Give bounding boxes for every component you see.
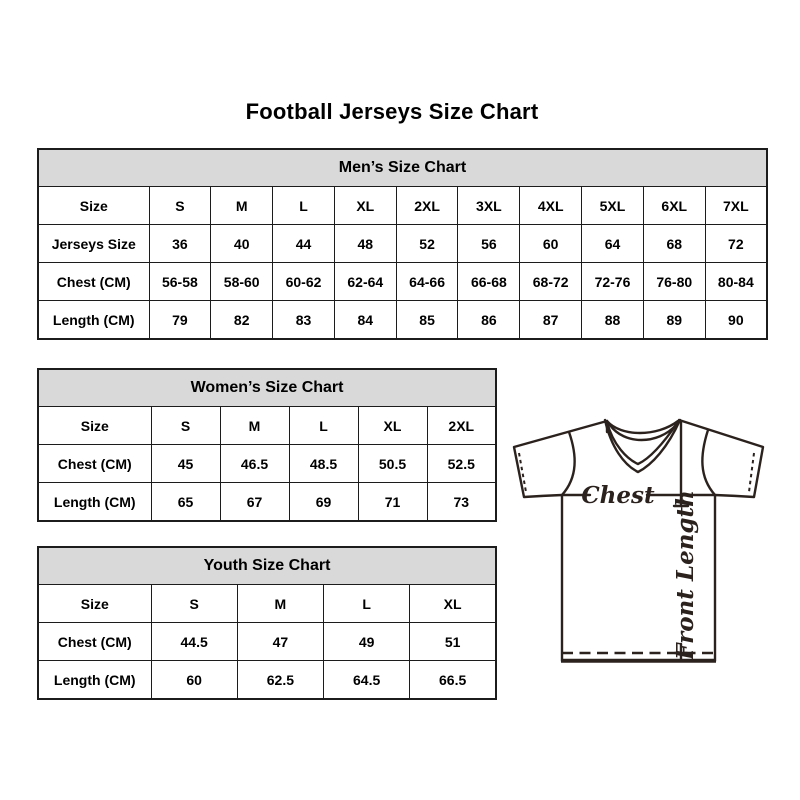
row-label: Chest (CM) — [38, 263, 149, 301]
table-header-row — [38, 369, 496, 407]
value-cell: 64 — [582, 225, 644, 263]
value-cell: 40 — [211, 225, 273, 263]
row-label: Chest (CM) — [38, 445, 151, 483]
value-cell: 60 — [151, 661, 237, 700]
mens-size-table — [37, 148, 768, 340]
value-cell: XL — [358, 407, 427, 445]
value-cell: M — [220, 407, 289, 445]
value-cell: 87 — [520, 301, 582, 340]
table-row — [38, 187, 767, 225]
value-cell: 90 — [705, 301, 767, 340]
row-label: Size — [38, 407, 151, 445]
jersey-outline — [514, 420, 763, 661]
row-label: Size — [38, 187, 149, 225]
value-cell: XL — [410, 585, 496, 623]
value-cell: 52.5 — [427, 445, 496, 483]
value-cell: 4XL — [520, 187, 582, 225]
value-cell: 64-66 — [396, 263, 458, 301]
table-row — [38, 445, 496, 483]
table-row — [38, 585, 496, 623]
table-row — [38, 661, 496, 700]
value-cell: 44.5 — [151, 623, 237, 661]
value-cell: 5XL — [582, 187, 644, 225]
value-cell: L — [289, 407, 358, 445]
value-cell: 2XL — [427, 407, 496, 445]
table-row — [38, 407, 496, 445]
value-cell: 2XL — [396, 187, 458, 225]
value-cell: 58-60 — [211, 263, 273, 301]
table-row — [38, 483, 496, 522]
value-cell: 80-84 — [705, 263, 767, 301]
table-header-row — [38, 547, 496, 585]
value-cell: 66-68 — [458, 263, 520, 301]
value-cell: 3XL — [458, 187, 520, 225]
table-row — [38, 623, 496, 661]
page-title: Football Jerseys Size Chart — [245, 99, 539, 124]
value-cell: 67 — [220, 483, 289, 522]
chest-label: Chest — [581, 482, 655, 509]
womens-size-table-header: Women’s Size Chart — [38, 369, 496, 407]
value-cell: S — [151, 407, 220, 445]
value-cell: 36 — [149, 225, 211, 263]
value-cell: 50.5 — [358, 445, 427, 483]
value-cell: 82 — [211, 301, 273, 340]
table-row — [38, 301, 767, 340]
value-cell: 56-58 — [149, 263, 211, 301]
value-cell: 88 — [582, 301, 644, 340]
value-cell: 62-64 — [334, 263, 396, 301]
value-cell: 83 — [273, 301, 335, 340]
value-cell: L — [324, 585, 410, 623]
value-cell: 76-80 — [643, 263, 705, 301]
value-cell: 6XL — [643, 187, 705, 225]
row-label: Size — [38, 585, 151, 623]
value-cell: S — [151, 585, 237, 623]
value-cell: 44 — [273, 225, 335, 263]
value-cell: 72-76 — [582, 263, 644, 301]
value-cell: 64.5 — [324, 661, 410, 700]
value-cell: 49 — [324, 623, 410, 661]
youth-size-table-header: Youth Size Chart — [38, 547, 496, 585]
row-label: Jerseys Size — [38, 225, 149, 263]
value-cell: 60 — [520, 225, 582, 263]
value-cell: XL — [334, 187, 396, 225]
jersey-measurement-diagram — [495, 403, 795, 683]
value-cell: L — [273, 187, 335, 225]
value-cell: 48.5 — [289, 445, 358, 483]
value-cell: 45 — [151, 445, 220, 483]
value-cell: 60-62 — [273, 263, 335, 301]
value-cell: 71 — [358, 483, 427, 522]
value-cell: 47 — [237, 623, 323, 661]
value-cell: 65 — [151, 483, 220, 522]
youth-size-table — [37, 546, 497, 700]
value-cell: 48 — [334, 225, 396, 263]
value-cell: M — [237, 585, 323, 623]
value-cell: 52 — [396, 225, 458, 263]
value-cell: S — [149, 187, 211, 225]
row-label: Length (CM) — [38, 301, 149, 340]
value-cell: 84 — [334, 301, 396, 340]
womens-size-table — [37, 368, 497, 522]
value-cell: 62.5 — [237, 661, 323, 700]
row-label: Length (CM) — [38, 483, 151, 522]
table-row — [38, 263, 767, 301]
value-cell: 68 — [643, 225, 705, 263]
value-cell: 73 — [427, 483, 496, 522]
value-cell: 86 — [458, 301, 520, 340]
mens-size-table-header: Men’s Size Chart — [38, 149, 767, 187]
value-cell: 7XL — [705, 187, 767, 225]
value-cell: 56 — [458, 225, 520, 263]
value-cell: M — [211, 187, 273, 225]
front-length-label: Front Length — [672, 490, 699, 660]
table-row — [38, 225, 767, 263]
row-label: Chest (CM) — [38, 623, 151, 661]
row-label: Length (CM) — [38, 661, 151, 700]
value-cell: 46.5 — [220, 445, 289, 483]
value-cell: 69 — [289, 483, 358, 522]
jersey-collar — [605, 420, 680, 472]
table-header-row — [38, 149, 767, 187]
value-cell: 89 — [643, 301, 705, 340]
value-cell: 79 — [149, 301, 211, 340]
value-cell: 68-72 — [520, 263, 582, 301]
value-cell: 66.5 — [410, 661, 496, 700]
value-cell: 72 — [705, 225, 767, 263]
value-cell: 51 — [410, 623, 496, 661]
value-cell: 85 — [396, 301, 458, 340]
